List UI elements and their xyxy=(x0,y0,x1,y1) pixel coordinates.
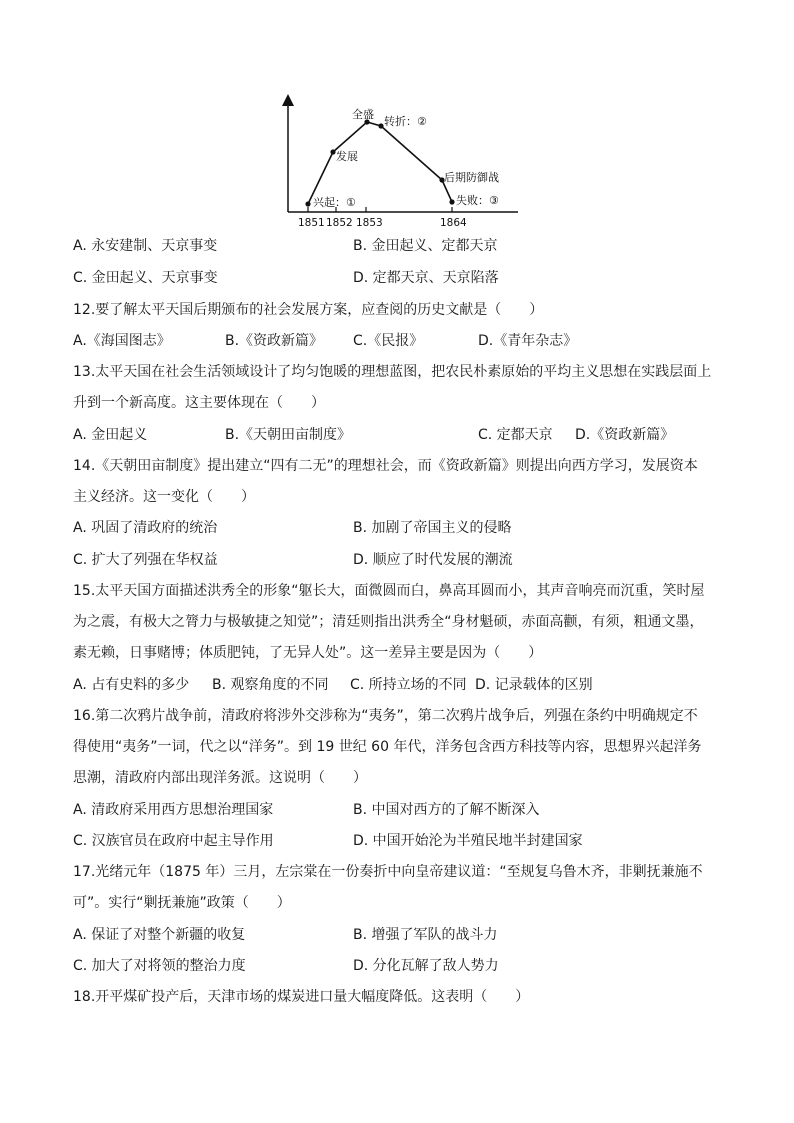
q15-stem-line-1: 15.太平天国方面描述洪秀全的形象“躯长大，面微圆而白，鼻高耳圆而小，其声音响亮而沉重，笑时屋 xyxy=(73,583,705,599)
label-failure: 失败：③ xyxy=(456,194,499,207)
point-rise xyxy=(305,201,310,206)
phase-diagram xyxy=(270,88,530,228)
q12-option-c[interactable]: C.《民报》 xyxy=(353,333,424,349)
q15-stem-line-3: 素无赖，日事赌博；体质肥钝，了无异人处”。这一差异主要是因为（ ） xyxy=(73,645,543,661)
q15-option-c[interactable]: C. 所持立场的不同 xyxy=(350,677,467,693)
q17-option-a[interactable]: A. 保证了对整个新疆的收复 xyxy=(73,927,246,943)
q13-option-d[interactable]: D.《资政新篇》 xyxy=(575,427,675,443)
q16-option-d[interactable]: D. 中国开始沦为半殖民地半封建国家 xyxy=(353,833,583,849)
q13-stem-line-1: 13.太平天国在社会生活领域设计了均匀饱暖的理想蓝图，把农民朴素原始的平均主义思想在实践层面上 xyxy=(73,364,712,380)
q16-option-b[interactable]: B. 中国对西方的了解不断深入 xyxy=(353,802,540,818)
point-turning xyxy=(378,123,383,128)
q11-option-c[interactable]: C. 金田起义、天京事变 xyxy=(73,270,218,286)
q13-stem-line-2: 升到一个新高度。这主要体现在（ ） xyxy=(73,395,325,411)
q17-stem-line-2: 可”。实行“剿抚兼施”政策（ ） xyxy=(73,895,291,911)
label-rise: 兴起：① xyxy=(313,196,356,209)
point-failure xyxy=(449,199,454,204)
label-turning: 转折：② xyxy=(384,115,427,128)
q14-stem-line-1: 14.《天朝田亩制度》提出建立“四有二无”的理想社会，而《资政新篇》则提出向西方学习，发展资本 xyxy=(73,458,698,474)
trend-line xyxy=(308,122,452,204)
label-development: 发展 xyxy=(336,150,358,163)
q16-option-c[interactable]: C. 汉族官员在政府中起主导作用 xyxy=(73,833,274,849)
q15-stem-line-2: 为之震，有极大之膂力与极敏捷之知觉”；清廷则指出洪秀全“身材魁硕，赤面高颧，有须，粗通文墨， xyxy=(73,614,704,630)
q12-stem: 12.要了解太平天国后期颁布的社会发展方案，应查阅的历史文献是（ ） xyxy=(73,302,544,318)
q16-option-a[interactable]: A. 清政府采用西方思想治理国家 xyxy=(73,802,274,818)
q17-option-d[interactable]: D. 分化瓦解了敌人势力 xyxy=(353,958,499,974)
q17-option-b[interactable]: B. 增强了军队的战斗力 xyxy=(353,927,498,943)
label-peak: 全盛 xyxy=(352,108,374,121)
tick-1852: 1852 xyxy=(326,217,353,228)
q13-option-c[interactable]: C. 定都天京 xyxy=(478,427,553,443)
q11-option-d[interactable]: D. 定都天京、天京陷落 xyxy=(353,270,499,286)
q11-option-b[interactable]: B. 金田起义、定都天京 xyxy=(353,238,498,254)
q14-option-c[interactable]: C. 扩大了列强在华权益 xyxy=(73,552,218,568)
q17-option-c[interactable]: C. 加大了对将领的整治力度 xyxy=(73,958,246,974)
tick-1853: 1853 xyxy=(356,217,383,228)
tick-1864: 1864 xyxy=(440,217,467,228)
q16-stem-line-1: 16.第二次鸦片战争前，清政府将涉外交涉称为“夷务”，第二次鸦片战争后，列强在条约中明确规定不 xyxy=(73,708,698,724)
q12-option-d[interactable]: D.《青年杂志》 xyxy=(478,333,578,349)
q15-option-b[interactable]: B. 观察角度的不同 xyxy=(212,677,329,693)
q18-stem: 18.开平煤矿投产后，天津市场的煤炭进口量大幅度降低。这表明（ ） xyxy=(73,989,530,1005)
point-development xyxy=(330,149,335,154)
q14-option-d[interactable]: D. 顺应了时代发展的潮流 xyxy=(353,552,513,568)
q15-option-a[interactable]: A. 占有史料的多少 xyxy=(73,677,190,693)
label-late-defense: 后期防御战 xyxy=(444,171,499,184)
q13-option-a[interactable]: A. 金田起义 xyxy=(73,427,148,443)
q14-stem-line-2: 主义经济。这一变化（ ） xyxy=(73,489,255,505)
q11-option-a[interactable]: A. 永安建制、天京事变 xyxy=(73,238,218,254)
q12-option-a[interactable]: A.《海国图志》 xyxy=(73,333,171,349)
q16-stem-line-2: 得使用“夷务”一词，代之以“洋务”。到 19 世纪 60 年代，洋务包含西方科技等内容，思想界兴起洋务 xyxy=(73,739,702,755)
q15-option-d[interactable]: D. 记录载体的区别 xyxy=(475,677,593,693)
q12-option-b[interactable]: B.《资政新篇》 xyxy=(225,333,324,349)
q16-stem-line-3: 思潮，清政府内部出现洋务派。这说明（ ） xyxy=(73,770,367,786)
q17-stem-line-1: 17.光绪元年（1875 年）三月，左宗棠在一份奏折中向皇帝建议道：“至规复乌鲁木齐，非剿抚兼施不 xyxy=(73,864,703,880)
q14-option-a[interactable]: A. 巩固了清政府的统治 xyxy=(73,520,218,536)
q13-option-b[interactable]: B.《天朝田亩制度》 xyxy=(225,427,352,443)
q14-option-b[interactable]: B. 加剧了帝国主义的侵略 xyxy=(353,520,512,536)
tick-1851: 1851 xyxy=(298,217,325,228)
